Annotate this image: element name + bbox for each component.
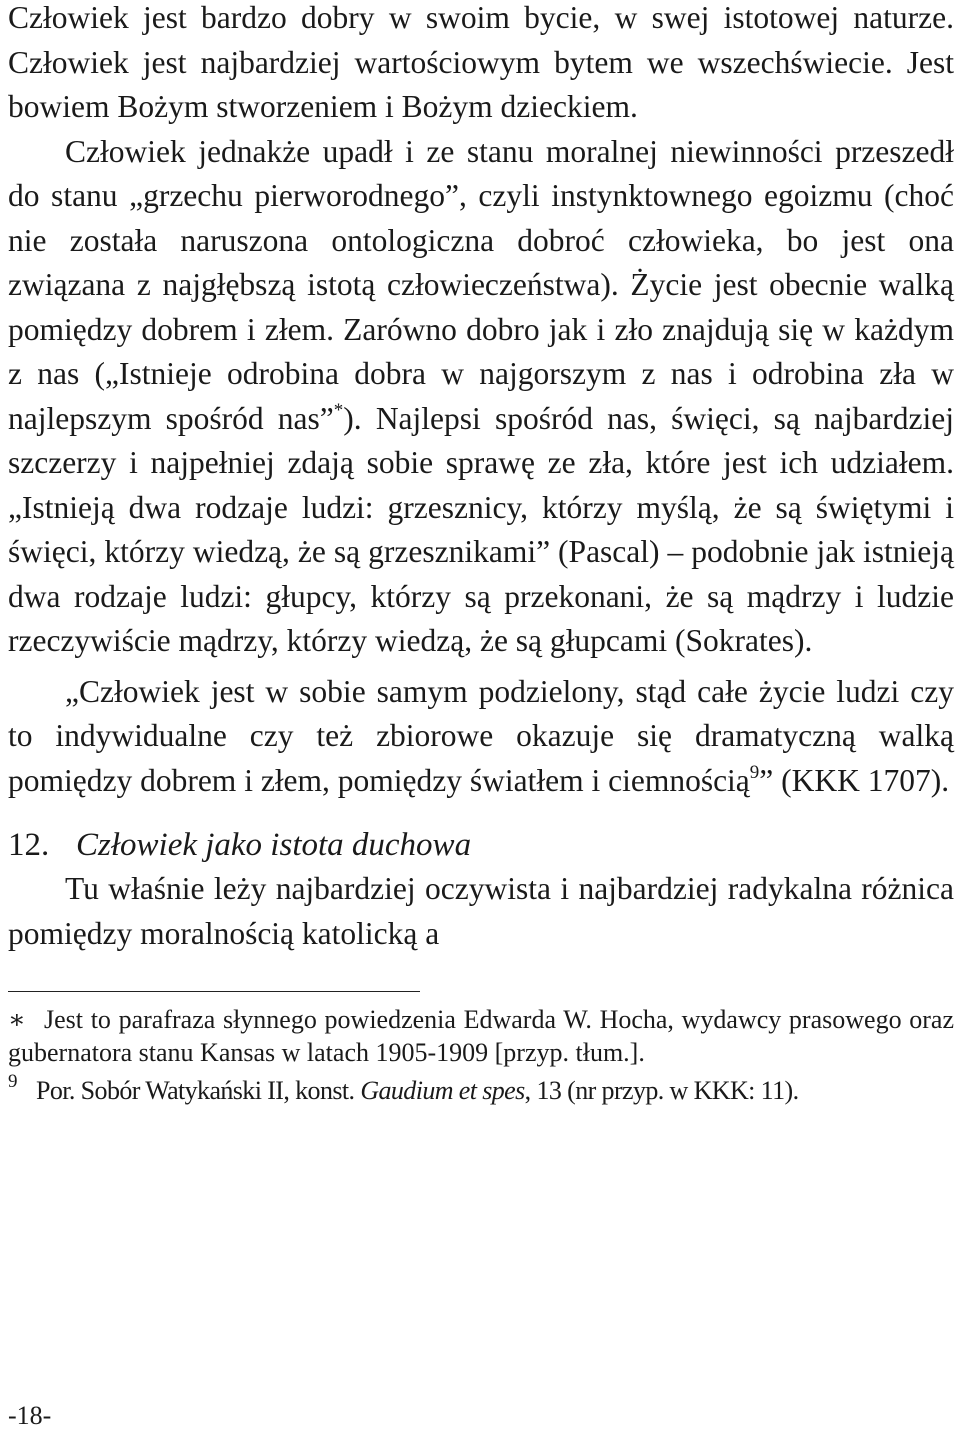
footnote-star-mark: ∗ xyxy=(8,1005,26,1034)
footnote-9-text-a: Por. Sobór Watykański II, konst. xyxy=(36,1076,355,1105)
paragraph-3-part-b: ” (KKK 1707). xyxy=(759,762,950,798)
footnote-9: 9 Por. Sobór Watykański II, konst. Gaudium et spes, 13 (nr przyp. w KKK: 11). xyxy=(8,1071,799,1105)
section-title: Człowiek jako istota duchowa xyxy=(76,827,472,863)
document-page xyxy=(8,0,954,1107)
paragraph-3 xyxy=(8,670,954,804)
footnote-star-text: Jest to parafraza słynnego powiedzenia Edwarda W. Hocha, wydawcy prasowego oraz gubernatora stanu Kansas w latach 1905-1909 [przyp. tłum.]. xyxy=(8,1005,954,1067)
section-heading xyxy=(8,823,954,867)
paragraph-1: Człowiek jest bardzo dobry w swoim bycie, w swej istotowej naturze. Człowiek jest najbardziej wartościowym bytem we wszechświecie. Jest bowiem Bożym stworzeniem i Bożym dzieckiem. xyxy=(8,0,954,124)
footnote-star xyxy=(8,1003,954,1069)
paragraph-2 xyxy=(8,130,954,664)
paragraph-2-part-a: Człowiek jednakże upadł i ze stanu moralnej niewinności przeszedł do stanu „grzechu pierworodnego”, czyli instynktownego egoizmu (choć nie została naruszona ontologiczna dobroć człowieka, bo jest ona związana z najgłębszą istotą człowieczeństwa). Życie jest obecnie walką pomiędzy dobrem i złem. Zarówno dobro jak i zło znajdują się w każdym z nas („Istnieje odrobina dobra w najgorszym z nas i odrobina zła w najlepszym spośród nas” xyxy=(8,133,954,436)
footnotes xyxy=(8,1003,954,1107)
page-number: -18- xyxy=(8,1401,52,1430)
footnote-ref-star: * xyxy=(333,399,344,421)
footnote-divider xyxy=(8,991,420,992)
paragraph-4: Tu właśnie leży najbardziej oczywista i najbardziej radykalna różnica pomiędzy moralnością katolicką a xyxy=(8,871,954,951)
paragraph-2-part-b: ). Najlepsi spośród nas, święci, są najbardziej szczerzy i najpełniej zdają sobie sprawę ze zła, które jest ich udziałem. „Istnieją dwa rodzaje ludzi: grzesznicy, którzy myślą, że są świętymi i święci, którzy wiedzą, że są grzesznikami” (Pascal) – podobnie jak istnieją dwa rodzaje ludzi: głupcy, którzy są przekonani, że są mądrzy i ludzie rzeczywiście mądrzy, którzy wiedzą, że są głupcami (Sokrates). xyxy=(8,400,955,658)
footnote-9-text-b: , 13 (nr przyp. w KKK: 11). xyxy=(524,1076,799,1105)
section-number: 12. xyxy=(8,827,50,863)
footnote-9-italic: Gaudium et spes xyxy=(360,1076,525,1105)
paragraph-3-part-a: „Człowiek jest w sobie samym podzielony, stąd całe życie ludzi czy to indywidualne czy też zbiorowe okazuje się dramatyczną walką pomiędzy dobrem i złem, pomiędzy światłem i ciemnością xyxy=(8,673,954,798)
footnote-ref-9: 9 xyxy=(749,761,760,783)
